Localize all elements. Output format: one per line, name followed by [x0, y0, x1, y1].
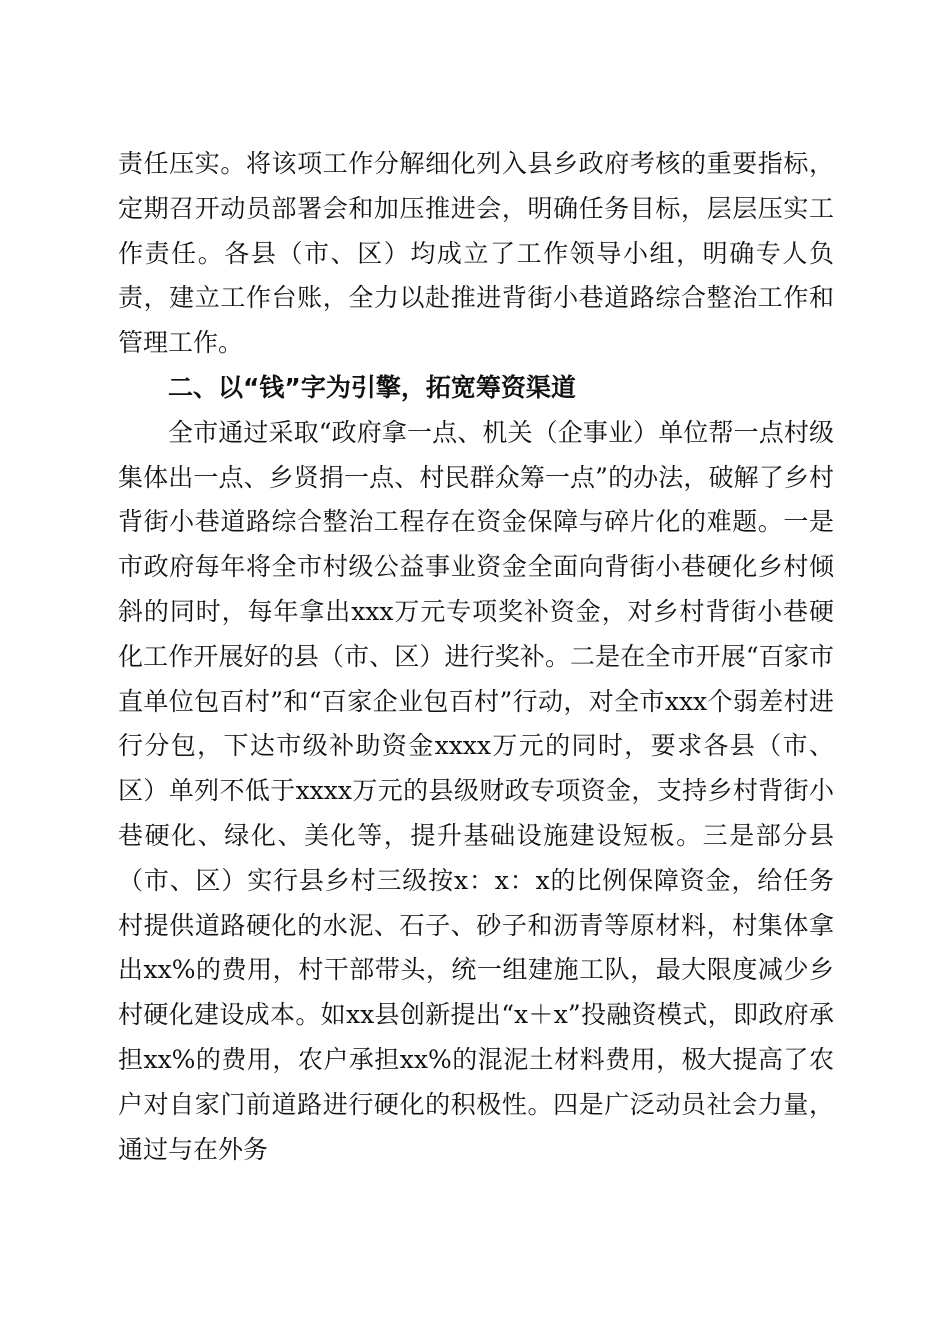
paragraph-responsibility: 责任压实。将该项工作分解细化列入县乡政府考核的重要指标，定期召开动员部署会和加压推进会，明确任务目标，层层压实工作责任。各县（市、区）均成立了工作领导小组，明确专人负责，建立工作台账，全力以赴推进背街小巷道路综合整治工作和管理工作。 [118, 149, 834, 358]
document-body [118, 142, 834, 1172]
paragraph-funding-channels: 全市通过采取“政府拿一点、机关（企事业）单位帮一点村级集体出一点、乡贤捐一点、村民群众筹一点”的办法，破解了乡村背街小巷道路综合整治工程存在资金保障与碎片化的难题。一是市政府每年将全市村级公益事业资金全面向背街小巷硬化乡村倾斜的同时，每年拿出xxx万元专项奖补资金，对乡村背街小巷硬化工作开展好的县（市、区）进行奖补。二是在全市开展“百家市直单位包百村”和“百家企业包百村”行动，对全市xxx个弱差村进行分包，下达市级补助资金xxxx万元的同时，要求各县（市、区）单列不低于xxxx万元的县级财政专项资金，支持乡村背街小巷硬化、绿化、美化等，提升基础设施建设短板。三是部分县（市、区）实行县乡村三级按x：x：x的比例保障资金，给任务村提供道路硬化的水泥、石子、砂子和沥青等原材料，村集体拿出xx%的费用，村干部带头，统一组建施工队，最大限度减少乡村硬化建设成本。如xx县创新提出“x＋x”投融资模式，即政府承担xx%的费用，农户承担xx%的混泥土材料费用，极大提高了农户对自家门前道路进行硬化的积极性。四是广泛动员社会力量，通过与在外务 [118, 417, 834, 1164]
section-heading-funding: 二、以“钱”字为引擎，拓宽筹资渠道 [168, 372, 576, 402]
